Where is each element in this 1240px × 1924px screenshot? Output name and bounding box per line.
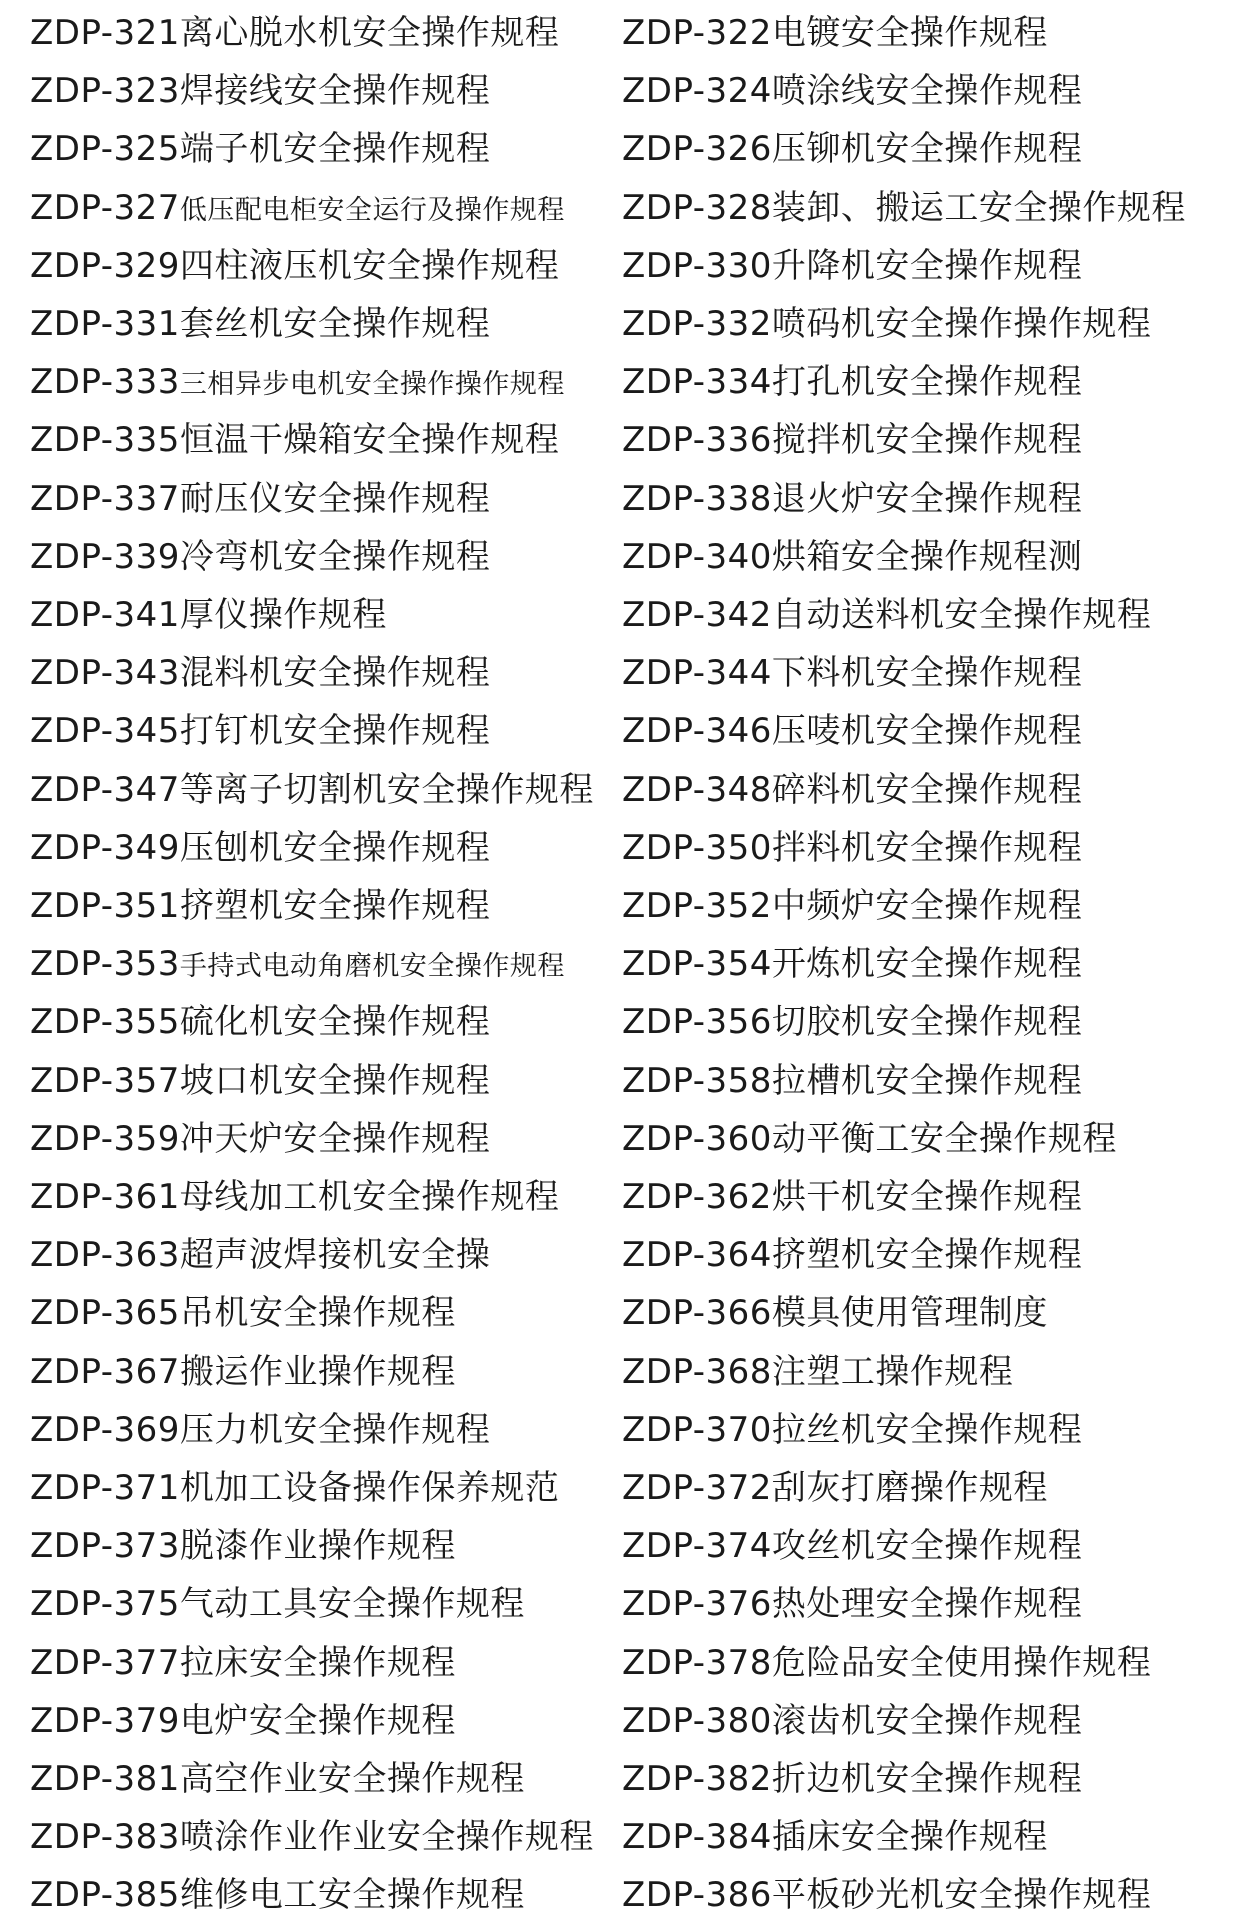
document-title: 等离子切割机安全操作规程 — [179, 769, 594, 810]
document-item-left — [30, 62, 490, 120]
document-item-left — [30, 1110, 490, 1168]
document-code: ZDP-376 — [622, 1584, 772, 1625]
document-item-right — [622, 1401, 1082, 1459]
document-item-right — [622, 1343, 1013, 1401]
document-row — [0, 411, 1240, 469]
document-item-left — [30, 470, 490, 528]
document-item-left — [30, 1692, 456, 1750]
document-title: 拉床安全操作规程 — [179, 1642, 456, 1683]
document-row — [0, 4, 1240, 62]
document-item-left — [30, 1052, 490, 1110]
document-title: 焊接线安全操作规程 — [179, 71, 491, 112]
document-title: 碎料机安全操作规程 — [771, 769, 1083, 810]
document-title: 装卸、搬运工安全操作规程 — [771, 187, 1186, 228]
document-code: ZDP-382 — [622, 1759, 772, 1799]
document-title: 烘干机安全操作规程 — [771, 1177, 1083, 1217]
document-code: ZDP-343 — [30, 653, 180, 694]
document-title: 恒温干燥箱安全操作规程 — [179, 420, 560, 461]
document-item-right — [622, 528, 1082, 586]
document-code: ZDP-329 — [30, 245, 180, 286]
document-row — [0, 1226, 1240, 1284]
document-title: 切胶机安全操作规程 — [771, 1002, 1083, 1043]
document-row — [0, 1284, 1240, 1342]
document-title: 攻丝机安全操作规程 — [771, 1526, 1083, 1567]
document-item-left — [30, 528, 490, 586]
document-title: 热处理安全操作规程 — [771, 1584, 1083, 1625]
document-code: ZDP-323 — [30, 71, 180, 112]
document-item-right — [622, 411, 1082, 469]
document-title: 拉丝机安全操作规程 — [771, 1409, 1083, 1450]
document-row — [0, 761, 1240, 819]
document-code: ZDP-353 — [30, 944, 180, 985]
document-item-left — [30, 819, 490, 877]
document-item-left — [30, 1459, 559, 1517]
document-code: ZDP-324 — [622, 71, 772, 112]
document-item-right — [622, 1692, 1082, 1750]
document-row — [0, 528, 1240, 586]
document-title: 厚仪操作规程 — [179, 595, 387, 635]
document-code: ZDP-334 — [622, 362, 772, 403]
document-title: 挤塑机安全操作规程 — [771, 1235, 1083, 1276]
document-item-right — [622, 62, 1082, 120]
document-title: 冲天炉安全操作规程 — [179, 1118, 491, 1159]
document-code: ZDP-354 — [622, 944, 772, 985]
document-title: 折边机安全操作规程 — [771, 1759, 1083, 1799]
document-title: 打钉机安全操作规程 — [179, 711, 491, 752]
document-code: ZDP-349 — [30, 827, 180, 868]
document-row — [0, 1052, 1240, 1110]
document-title: 端子机安全操作规程 — [179, 129, 491, 170]
document-item-right — [622, 4, 1048, 62]
document-code: ZDP-331 — [30, 304, 180, 344]
document-code: ZDP-377 — [30, 1642, 180, 1683]
document-item-left — [30, 237, 559, 295]
document-title: 自动送料机安全操作规程 — [771, 595, 1152, 635]
document-code: ZDP-342 — [622, 595, 772, 635]
document-code: ZDP-373 — [30, 1526, 180, 1567]
document-title: 平板砂光机安全操作规程 — [771, 1875, 1152, 1916]
document-code: ZDP-366 — [622, 1293, 772, 1334]
document-row — [0, 1517, 1240, 1575]
document-item-right — [622, 1168, 1082, 1226]
document-item-left — [30, 1808, 594, 1866]
document-item-left — [30, 295, 490, 353]
document-item-left — [30, 353, 565, 411]
document-title: 拉槽机安全操作规程 — [771, 1060, 1083, 1101]
document-row — [0, 702, 1240, 760]
document-title: 压刨机安全操作规程 — [179, 827, 491, 868]
document-title: 坡口机安全操作规程 — [179, 1060, 491, 1101]
document-item-right — [622, 1110, 1117, 1168]
document-title: 套丝机安全操作规程 — [179, 304, 491, 344]
document-title: 刮灰打磨操作规程 — [771, 1468, 1048, 1508]
document-code: ZDP-381 — [30, 1759, 180, 1799]
document-code: ZDP-327 — [30, 187, 180, 228]
document-code: ZDP-374 — [622, 1526, 772, 1567]
document-item-right — [622, 761, 1082, 819]
document-title: 搅拌机安全操作规程 — [771, 420, 1083, 461]
document-row — [0, 819, 1240, 877]
document-title: 开炼机安全操作规程 — [771, 944, 1083, 985]
document-item-left — [30, 4, 559, 62]
document-code: ZDP-358 — [622, 1060, 772, 1101]
document-title: 离心脱水机安全操作规程 — [179, 13, 560, 53]
document-code: ZDP-332 — [622, 304, 772, 344]
document-item-right — [622, 702, 1082, 760]
document-code: ZDP-386 — [622, 1875, 772, 1916]
document-title: 插床安全操作规程 — [771, 1817, 1048, 1858]
document-title: 母线加工机安全操作规程 — [179, 1177, 560, 1217]
document-item-left — [30, 411, 559, 469]
document-code: ZDP-355 — [30, 1002, 180, 1043]
document-item-left — [30, 1517, 456, 1575]
document-code: ZDP-330 — [622, 245, 772, 286]
document-title: 机加工设备操作保养规范 — [179, 1468, 560, 1508]
document-item-left — [30, 993, 490, 1051]
document-title: 烘箱安全操作规程测 — [771, 536, 1083, 577]
document-code: ZDP-362 — [622, 1177, 772, 1217]
document-code: ZDP-338 — [622, 478, 772, 519]
document-title: 冷弯机安全操作规程 — [179, 536, 491, 577]
document-code: ZDP-339 — [30, 536, 180, 577]
document-title: 耐压仪安全操作规程 — [179, 478, 491, 519]
document-title: 气动工具安全操作规程 — [179, 1584, 525, 1625]
document-item-right — [622, 1750, 1082, 1808]
document-title: 挤塑机安全操作规程 — [179, 886, 491, 926]
document-item-right — [622, 1575, 1082, 1633]
document-title: 拌料机安全操作规程 — [771, 827, 1083, 868]
document-code: ZDP-341 — [30, 595, 180, 635]
document-code: ZDP-369 — [30, 1409, 180, 1450]
document-row — [0, 62, 1240, 120]
document-code: ZDP-352 — [622, 886, 772, 926]
document-item-left — [30, 1343, 456, 1401]
document-code: ZDP-360 — [622, 1118, 772, 1159]
document-item-right — [622, 644, 1082, 702]
document-code: ZDP-325 — [30, 129, 180, 170]
document-code: ZDP-347 — [30, 769, 180, 810]
document-item-left — [30, 1866, 525, 1924]
document-code: ZDP-378 — [622, 1642, 772, 1683]
document-title: 压铆机安全操作规程 — [771, 129, 1083, 170]
document-item-left — [30, 702, 490, 760]
document-title: 危险品安全使用操作规程 — [771, 1642, 1152, 1683]
document-item-right — [622, 935, 1082, 993]
document-row — [0, 644, 1240, 702]
document-item-left — [30, 179, 565, 237]
document-code: ZDP-335 — [30, 420, 180, 461]
document-code: ZDP-337 — [30, 478, 180, 519]
document-row — [0, 1168, 1240, 1226]
document-row — [0, 295, 1240, 353]
document-title: 四柱液压机安全操作规程 — [179, 245, 560, 286]
document-row — [0, 179, 1240, 237]
document-item-right — [622, 237, 1082, 295]
document-row — [0, 1459, 1240, 1517]
document-item-left — [30, 644, 490, 702]
document-row — [0, 1866, 1240, 1924]
document-title: 硫化机安全操作规程 — [179, 1002, 491, 1043]
document-title: 压唛机安全操作规程 — [771, 711, 1083, 752]
document-code: ZDP-328 — [622, 187, 772, 228]
document-code: ZDP-321 — [30, 13, 180, 53]
document-title: 喷涂线安全操作规程 — [771, 71, 1083, 112]
document-title: 喷码机安全操作操作规程 — [771, 304, 1152, 344]
document-title: 混料机安全操作规程 — [179, 653, 491, 694]
document-item-right — [622, 1866, 1151, 1924]
document-code: ZDP-333 — [30, 362, 180, 403]
document-item-right — [622, 1634, 1151, 1692]
document-item-right — [622, 586, 1151, 644]
document-title: 维修电工安全操作规程 — [179, 1875, 525, 1916]
document-title: 模具使用管理制度 — [771, 1293, 1048, 1334]
document-item-right — [622, 1459, 1048, 1517]
document-item-right — [622, 877, 1082, 935]
document-code: ZDP-340 — [622, 536, 772, 577]
document-title: 手持式电动角磨机安全操作规程 — [179, 951, 565, 983]
document-title: 超声波焊接机安全操 — [179, 1235, 491, 1276]
document-title: 喷涂作业作业安全操作规程 — [179, 1817, 594, 1858]
document-code: ZDP-350 — [622, 827, 772, 868]
document-code: ZDP-322 — [622, 13, 772, 53]
document-item-left — [30, 120, 490, 178]
document-code: ZDP-346 — [622, 711, 772, 752]
document-item-right — [622, 353, 1082, 411]
document-item-right — [622, 1226, 1082, 1284]
document-title: 低压配电柜安全运行及操作规程 — [179, 194, 565, 226]
document-row — [0, 1692, 1240, 1750]
document-code: ZDP-361 — [30, 1177, 180, 1217]
document-item-left — [30, 1168, 559, 1226]
document-code: ZDP-348 — [622, 769, 772, 810]
document-row — [0, 1401, 1240, 1459]
document-item-left — [30, 1401, 490, 1459]
document-row — [0, 120, 1240, 178]
document-code: ZDP-367 — [30, 1351, 180, 1392]
document-code: ZDP-383 — [30, 1817, 180, 1858]
document-title: 中频炉安全操作规程 — [771, 886, 1083, 926]
document-item-left — [30, 877, 490, 935]
document-item-right — [622, 1284, 1048, 1342]
document-row — [0, 993, 1240, 1051]
document-item-right — [622, 1052, 1082, 1110]
document-row — [0, 1110, 1240, 1168]
document-code: ZDP-356 — [622, 1002, 772, 1043]
document-row — [0, 1634, 1240, 1692]
document-item-right — [622, 295, 1151, 353]
document-code: ZDP-336 — [622, 420, 772, 461]
document-row — [0, 353, 1240, 411]
document-title: 下料机安全操作规程 — [771, 653, 1083, 694]
document-code: ZDP-372 — [622, 1468, 772, 1508]
document-code: ZDP-345 — [30, 711, 180, 752]
document-title: 动平衡工安全操作规程 — [771, 1118, 1117, 1159]
document-row — [0, 470, 1240, 528]
document-row — [0, 935, 1240, 993]
document-item-left — [30, 1575, 525, 1633]
document-item-left — [30, 586, 387, 644]
document-item-left — [30, 1750, 525, 1808]
document-title: 升降机安全操作规程 — [771, 245, 1083, 286]
document-title: 退火炉安全操作规程 — [771, 478, 1083, 519]
document-row — [0, 1575, 1240, 1633]
document-code: ZDP-364 — [622, 1235, 772, 1276]
document-item-left — [30, 1284, 456, 1342]
document-item-right — [622, 1808, 1048, 1866]
document-item-left — [30, 1634, 456, 1692]
document-code: ZDP-385 — [30, 1875, 180, 1916]
document-title: 脱漆作业操作规程 — [179, 1526, 456, 1567]
document-title: 电镀安全操作规程 — [771, 13, 1048, 53]
document-item-right — [622, 120, 1082, 178]
document-item-right — [622, 1517, 1082, 1575]
document-title: 三相异步电机安全操作操作规程 — [179, 369, 565, 401]
document-code: ZDP-344 — [622, 653, 772, 694]
document-code: ZDP-384 — [622, 1817, 772, 1858]
document-code: ZDP-359 — [30, 1118, 180, 1159]
document-code: ZDP-365 — [30, 1293, 180, 1334]
document-item-left — [30, 935, 565, 993]
document-item-left — [30, 1226, 490, 1284]
document-title: 高空作业安全操作规程 — [179, 1759, 525, 1799]
document-item-left — [30, 761, 594, 819]
document-title: 吊机安全操作规程 — [179, 1293, 456, 1334]
document-code: ZDP-371 — [30, 1468, 180, 1508]
document-row — [0, 1750, 1240, 1808]
document-item-right — [622, 993, 1082, 1051]
document-code: ZDP-375 — [30, 1584, 180, 1625]
document-code: ZDP-357 — [30, 1060, 180, 1101]
document-code: ZDP-363 — [30, 1235, 180, 1276]
document-code: ZDP-351 — [30, 886, 180, 926]
document-title: 电炉安全操作规程 — [179, 1700, 456, 1741]
document-row — [0, 1343, 1240, 1401]
document-row — [0, 586, 1240, 644]
document-row — [0, 877, 1240, 935]
document-item-right — [622, 470, 1082, 528]
document-title: 注塑工操作规程 — [771, 1351, 1014, 1392]
document-title: 压力机安全操作规程 — [179, 1409, 491, 1450]
document-code: ZDP-370 — [622, 1409, 772, 1450]
document-item-right — [622, 819, 1082, 877]
document-row — [0, 1808, 1240, 1866]
document-code: ZDP-326 — [622, 129, 772, 170]
document-code: ZDP-368 — [622, 1351, 772, 1392]
document-code: ZDP-380 — [622, 1700, 772, 1741]
document-code: ZDP-379 — [30, 1700, 180, 1741]
document-title: 搬运作业操作规程 — [179, 1351, 456, 1392]
document-row — [0, 237, 1240, 295]
document-item-right — [622, 179, 1186, 237]
document-title: 打孔机安全操作规程 — [771, 362, 1083, 403]
document-title: 滚齿机安全操作规程 — [771, 1700, 1083, 1741]
